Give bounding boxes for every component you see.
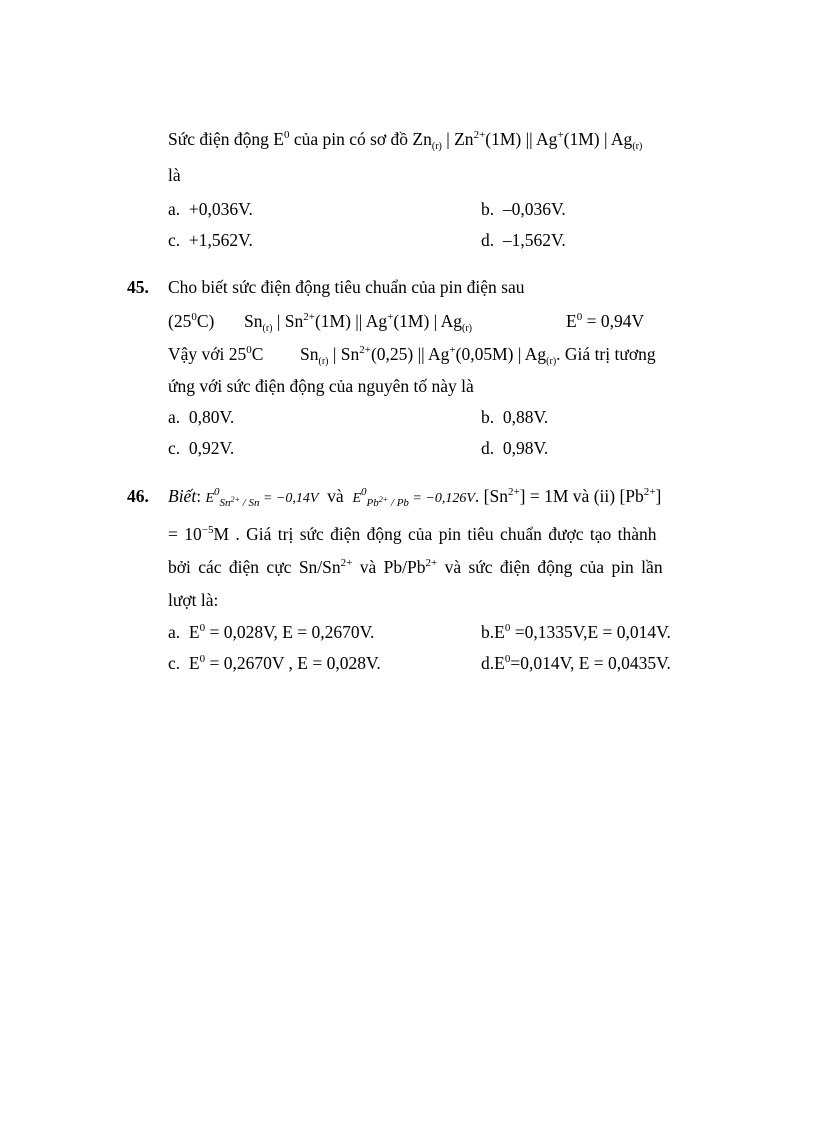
- intro-line-1: [168, 129, 643, 152]
- subscript: / Sn: [239, 497, 260, 509]
- q45-line-4: ứng với sức điện động của nguyên tố này là: [168, 376, 474, 396]
- option-letter: d.: [481, 230, 495, 250]
- superscript: +: [387, 311, 394, 323]
- text: = 10: [168, 524, 202, 544]
- question-number-46: 46.: [127, 486, 149, 506]
- option-letter: b.: [481, 407, 495, 427]
- subscript: (r): [461, 323, 472, 334]
- q46-option-a: [168, 624, 374, 642]
- subscript: (r): [546, 356, 557, 367]
- text: (25: [168, 311, 192, 331]
- superscript: 2+: [507, 486, 520, 498]
- potential-pb: [352, 486, 475, 509]
- option-letter: a.: [168, 622, 181, 642]
- potential-sn: [205, 486, 319, 509]
- option-text: +0,036V.: [188, 199, 253, 219]
- text: (1M) | Ag: [393, 311, 462, 331]
- superscript: 2+: [425, 557, 438, 569]
- q46-option-b: [481, 624, 671, 642]
- text: (1M) || Ag: [314, 311, 388, 331]
- superscript: 2+: [359, 344, 371, 356]
- text: của pin có sơ đồ Zn: [289, 129, 432, 149]
- option-letter: b.: [481, 622, 495, 642]
- superscript: 0: [576, 311, 583, 323]
- option-text: 0,92V.: [188, 438, 235, 458]
- subscript: Pb: [366, 497, 379, 509]
- text: C: [251, 344, 264, 364]
- option-text: 0,98V.: [502, 438, 549, 458]
- superscript: 2+: [340, 557, 353, 569]
- q45-option-a: [168, 409, 234, 427]
- q45-option-c: [168, 440, 234, 458]
- text: Sn: [244, 311, 263, 331]
- intro-line-2: là: [168, 165, 181, 185]
- superscript: +: [557, 129, 564, 141]
- option-text: –0,036V.: [502, 199, 566, 219]
- text: = 0,028V, E = 0,2670V.: [205, 622, 375, 642]
- option-letter: c.: [168, 230, 181, 250]
- q45-line-2-temp: [168, 313, 214, 331]
- text: E: [188, 653, 200, 673]
- text: :: [196, 486, 202, 506]
- subscript: (r): [318, 356, 329, 367]
- q45-line-1: Cho biết sức điện động tiêu chuẩn của pin điện sau: [168, 277, 525, 297]
- text: E: [494, 622, 505, 642]
- option-letter: a.: [168, 199, 181, 219]
- superscript: −5: [201, 524, 214, 536]
- question-number-45: 45.: [127, 277, 149, 297]
- text: Sn: [300, 344, 319, 364]
- intro-option-b: [481, 201, 566, 219]
- text: (0,05M) | Ag: [455, 344, 547, 364]
- text: và Pb/Pb: [352, 557, 426, 577]
- subscript: Sn: [219, 497, 231, 509]
- option-text: 0,88V.: [502, 407, 549, 427]
- option-text: –1,562V.: [502, 230, 566, 250]
- superscript: +: [449, 344, 456, 356]
- text: = 0,94V: [582, 311, 645, 331]
- label-biet: Biết: [168, 486, 197, 506]
- text: | Sn: [272, 311, 304, 331]
- text: E: [566, 311, 577, 331]
- text: (1M) || Ag: [485, 129, 558, 149]
- text: M . Giá trị sức điện động của pin tiêu chuẩn được tạo thành: [213, 524, 657, 544]
- subscript-charge: 2+: [230, 495, 240, 504]
- intro-option-a: [168, 201, 253, 219]
- subscript: (r): [262, 323, 273, 334]
- text: = 0,2670V , E = 0,028V.: [205, 653, 381, 673]
- option-letter: d.: [481, 653, 495, 673]
- text: . Giá trị tương: [556, 344, 656, 364]
- q45-line-2-emf: [566, 313, 644, 331]
- superscript: 0: [246, 344, 252, 356]
- superscript: 0: [504, 622, 511, 634]
- text: và: [327, 486, 344, 506]
- superscript: 0: [283, 129, 290, 141]
- q46-option-c: [168, 655, 381, 673]
- text: và sức điện động của pin lần: [437, 557, 663, 577]
- value: = −0,14V: [259, 491, 319, 506]
- value: = −0,126V: [408, 491, 475, 506]
- subscript: (r): [431, 141, 442, 152]
- text: E: [352, 491, 362, 506]
- text: E: [205, 491, 214, 506]
- superscript: 0: [214, 486, 220, 498]
- superscript: 0: [191, 311, 197, 323]
- q46-line-2: [168, 526, 698, 544]
- text: bởi các điện cực Sn/Sn: [168, 557, 341, 577]
- superscript: 0: [504, 653, 511, 665]
- intro-option-d: [481, 232, 566, 250]
- subscript-charge: 2+: [378, 495, 389, 504]
- text: E: [188, 622, 200, 642]
- q46-line-1: [168, 486, 662, 509]
- q45-option-d: [481, 440, 548, 458]
- subscript: / Pb: [388, 497, 409, 509]
- q45-line-3-cell: [300, 344, 656, 367]
- superscript: 0: [361, 486, 367, 498]
- text: Sức điện động E: [168, 129, 284, 149]
- q46-line-4: lượt là:: [168, 590, 219, 610]
- text: E: [494, 653, 505, 673]
- q45-line-2-cell: [244, 311, 472, 334]
- text: ]: [655, 486, 662, 506]
- option-letter: d.: [481, 438, 495, 458]
- text: Vậy với 25: [168, 344, 247, 364]
- text: | Sn: [328, 344, 360, 364]
- text: . [Sn: [474, 486, 508, 506]
- intro-option-c: [168, 232, 253, 250]
- option-text: 0,80V.: [188, 407, 235, 427]
- option-letter: c.: [168, 653, 181, 673]
- q45-line-3: [168, 346, 263, 364]
- q46-option-d: [481, 655, 671, 673]
- superscript: 0: [199, 653, 206, 665]
- option-text: +1,562V.: [188, 230, 253, 250]
- option-letter: c.: [168, 438, 181, 458]
- superscript: 2+: [303, 311, 315, 323]
- text: C): [196, 311, 215, 331]
- option-letter: b.: [481, 199, 495, 219]
- q45-option-b: [481, 409, 548, 427]
- option-letter: a.: [168, 407, 181, 427]
- text: (0,25) || Ag: [370, 344, 450, 364]
- superscript: 0: [199, 622, 206, 634]
- text: =0,1335V,E = 0,014V.: [510, 622, 671, 642]
- text: | Zn: [441, 129, 474, 149]
- superscript: 2+: [643, 486, 656, 498]
- q46-line-3: [168, 559, 663, 577]
- text: =0,014V, E = 0,0435V.: [510, 653, 671, 673]
- text: (1M) | Ag: [563, 129, 633, 149]
- text: ] = 1M và (ii) [Pb: [519, 486, 644, 506]
- subscript: (r): [632, 141, 643, 152]
- superscript: 2+: [473, 129, 486, 141]
